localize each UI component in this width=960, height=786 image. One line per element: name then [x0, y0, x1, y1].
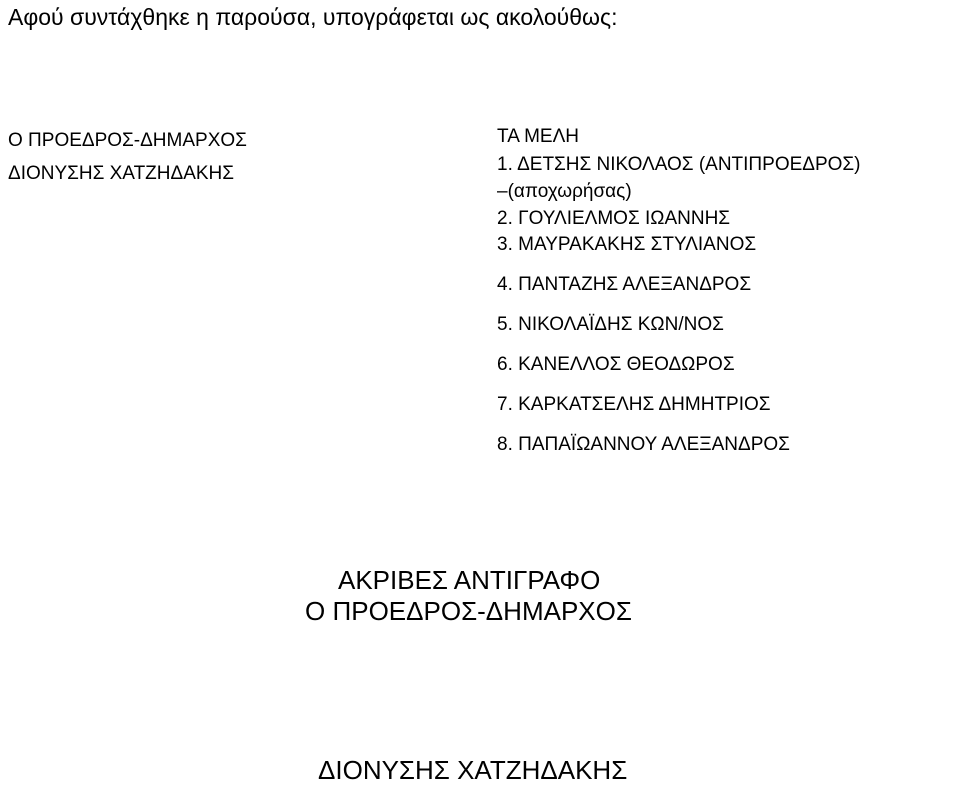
- certified-copy-label: ΑΚΡΙΒΕΣ ΑΝΤΙΓΡΑΦΟ: [338, 565, 601, 595]
- member-item: 5. ΝΙΚΟΛΑΪΔΗΣ ΚΩΝ/ΝΟΣ: [497, 314, 724, 335]
- member-item: 3. ΜΑΥΡΑΚΑΚΗΣ ΣΤΥΛΙΑΝΟΣ: [497, 234, 757, 255]
- members-heading: ΤΑ ΜΕΛΗ: [497, 126, 580, 147]
- member-item: 4. ΠΑΝΤΑΖΗΣ ΑΛΕΞΑΝΔΡΟΣ: [497, 274, 752, 295]
- member-item: 6. ΚΑΝΕΛΛΟΣ ΘΕΟΔΩΡΟΣ: [497, 354, 735, 375]
- footer-mayor-title: Ο ΠΡΟΕΔΡΟΣ-ΔΗΜΑΡΧΟΣ: [305, 596, 632, 626]
- footer-signature-name: ΔΙΟΝΥΣΗΣ ΧΑΤΖΗΔΑΚΗΣ: [318, 755, 628, 785]
- member-item: 8. ΠΑΠΑΪΩΑΝΝΟΥ ΑΛΕΞΑΝΔΡΟΣ: [497, 434, 790, 455]
- member-note: –(αποχωρήσας): [497, 181, 632, 202]
- member-item: 1. ΔΕΤΣΗΣ ΝΙΚΟΛΑΟΣ (ΑΝΤΙΠΡΟΕΔΡΟΣ): [497, 154, 861, 175]
- president-block: [8, 124, 247, 190]
- member-item: 7. ΚΑΡΚΑΤΣΕΛΗΣ ΔΗΜΗΤΡΙΟΣ: [497, 394, 771, 415]
- president-name: ΔΙΟΝΥΣΗΣ ΧΑΤΖΗΔΑΚΗΣ: [8, 163, 235, 184]
- president-title: Ο ΠΡΟΕΔΡΟΣ-ΔΗΜΑΡΧΟΣ: [8, 130, 247, 151]
- member-item: 2. ΓΟΥΛΙΕΛΜΟΣ ΙΩΑΝΝΗΣ: [497, 208, 731, 229]
- intro-text: Αφού συντάχθηκε η παρούσα, υπογράφεται ως ακολούθως:: [8, 4, 618, 30]
